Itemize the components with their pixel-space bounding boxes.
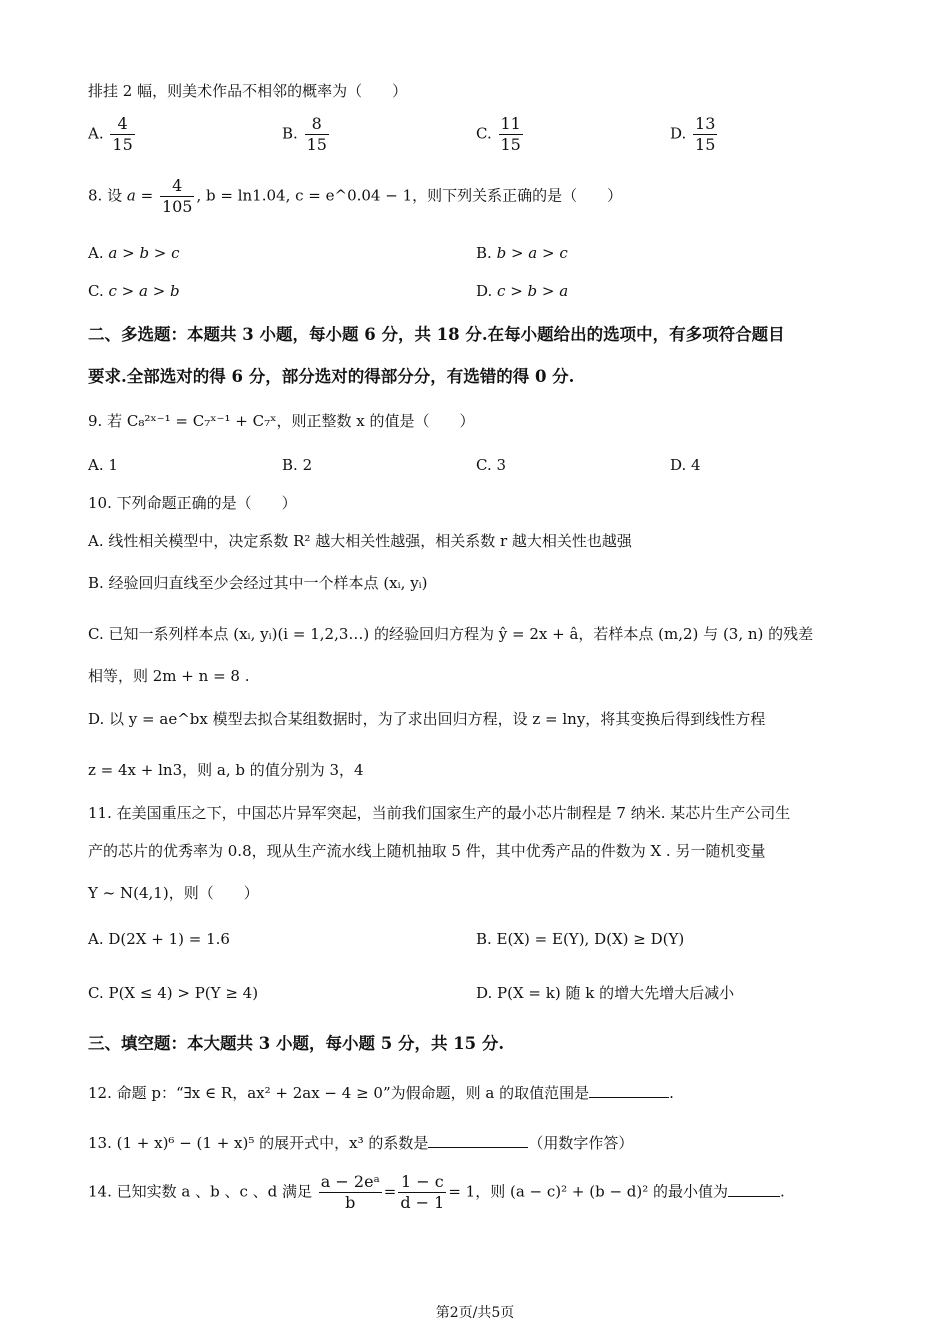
q11-option-d: D. P(X = k) 随 k 的增大先增大后减小	[476, 984, 735, 1002]
q9-option-a: A. 1	[88, 456, 118, 474]
q9-option-c: C. 3	[476, 456, 507, 474]
q12: 12. 命题 p：“∃x ∈ R，ax² + 2ax − 4 ≥ 0”为假命题，则 a 的取值范围是 .	[88, 1084, 674, 1102]
q13: 13. (1 + x)⁶ − (1 + x)⁵ 的展开式中，x³ 的系数是 （用数字作答）	[88, 1134, 634, 1152]
q7-option-d: D. $\frac{13}{15}$	[670, 114, 716, 154]
q11-stem-line2: 产的芯片的优秀率为 0.8，现从生产流水线上随机抽取 5 件，其中优秀产品的件数为 X . 另一随机变量	[88, 842, 766, 860]
q14-answer-blank[interactable]	[728, 1182, 780, 1197]
q8-option-d: D. c > b > a	[476, 282, 569, 300]
q12-answer-blank[interactable]	[589, 1083, 669, 1098]
q10-option-c-line2: 相等，则 2m + n = 8 .	[88, 667, 250, 685]
q14: 14. 已知实数 a 、b 、c 、d 满足 $\frac{\text{a − 2eᵃ}}{b}$ = $\frac{1 - c}{d - 1}$ = 1，则 (a − c)² + (b − d)² 的最小值为 .	[88, 1172, 785, 1212]
q10-option-b: B. 经验回归直线至少会经过其中一个样本点 (xᵢ, yᵢ)	[88, 574, 428, 592]
q10-stem: 10. 下列命题正确的是（ ）	[88, 494, 297, 512]
q10-option-c-line1: C. 已知一系列样本点 (xᵢ, yᵢ)(i = 1,2,3…) 的经验回归方程为 ŷ = 2x + â，若样本点 (m,2) 与 (3, n) 的残差	[88, 625, 814, 643]
q11-option-b: B. E(X) = E(Y), D(X) ≥ D(Y)	[476, 930, 685, 948]
section2-heading-line1: 二、多选题：本题共 3 小题，每小题 6 分，共 18 分.在每小题给出的选项中，有多项符合题目	[88, 325, 785, 344]
q7-option-a: A. $\frac{4}{15}$	[88, 114, 133, 154]
q9-option-d: D. 4	[670, 456, 701, 474]
q10-option-a: A. 线性相关模型中，决定系数 R² 越大相关性越强，相关系数 r 越大相关性也越强	[88, 532, 632, 550]
q11-option-c: C. P(X ≤ 4) > P(Y ≥ 4)	[88, 984, 259, 1002]
q11-stem-line3: Y ~ N(4,1)，则（ ）	[88, 884, 259, 902]
q11-option-a: A. D(2X + 1) = 1.6	[88, 930, 230, 948]
q11-stem-line1: 11. 在美国重压之下，中国芯片异军突起，当前我们国家生产的最小芯片制程是 7 纳米. 某芯片生产公司生	[88, 804, 791, 822]
q8-stem: 8. 设 a = $\frac{4}{105}$ , b = ln1.04, c = e^0.04 − 1，则下列关系正确的是（ ）	[88, 176, 623, 216]
q10-option-d-line2: z = 4x + ln3，则 a, b 的值分别为 3，4	[88, 761, 364, 779]
q13-answer-blank[interactable]	[428, 1133, 528, 1148]
q7-option-b: B. $\frac{8}{15}$	[282, 114, 327, 154]
q8-option-b: B. b > a > c	[476, 244, 568, 262]
section2-heading-line2: 要求.全部选对的得 6 分，部分选对的得部分分，有选错的得 0 分.	[88, 367, 575, 386]
q9-option-b: B. 2	[282, 456, 313, 474]
q8-option-c: C. c > a > b	[88, 282, 180, 300]
q9-stem: 9. 若 C₈²ˣ⁻¹ = C₇ˣ⁻¹ + C₇ˣ，则正整数 x 的值是（ ）	[88, 412, 475, 430]
q8-option-a: A. a > b > c	[88, 244, 180, 262]
section3-heading: 三、填空题：本大题共 3 小题，每小题 5 分，共 15 分.	[88, 1034, 505, 1053]
q10-option-d-line1: D. 以 y = ae^bx 模型去拟合某组数据时，为了求出回归方程，设 z = lny，将其变换后得到线性方程	[88, 710, 766, 728]
page-number: 第2页/共5页	[435, 1305, 515, 1321]
q7-option-c: C. $\frac{11}{15}$	[476, 114, 521, 154]
q7-stem-tail: 排挂 2 幅，则美术作品不相邻的概率为（ ）	[88, 82, 408, 100]
